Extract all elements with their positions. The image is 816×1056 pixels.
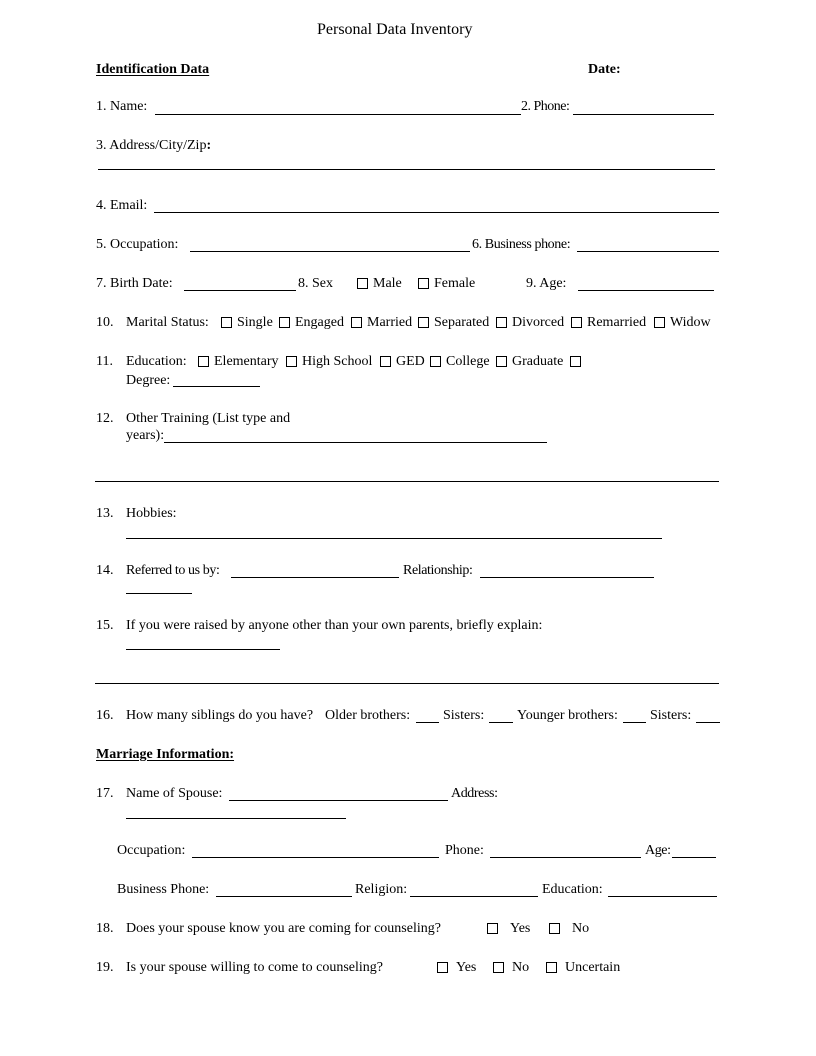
remarried-checkbox[interactable] [571, 317, 582, 328]
address-label: 3. Address/City/Zip: [96, 138, 212, 153]
spouse-knows-yes-label: Yes [510, 921, 531, 936]
separated-checkbox[interactable] [418, 317, 429, 328]
item-number-13: 13. [96, 506, 114, 521]
younger-brothers-field[interactable] [623, 722, 646, 723]
female-checkbox[interactable] [418, 278, 429, 289]
raised-question: If you were raised by anyone other than your own parents, briefly explain: [126, 618, 543, 633]
age-label: 9. Age: [526, 276, 567, 291]
spouse-willing-uncertain-checkbox[interactable] [546, 962, 557, 973]
spouse-knows-no-label: No [572, 921, 590, 936]
ged-checkbox[interactable] [380, 356, 391, 367]
item-number-15: 15. [96, 618, 114, 633]
item-number-14: 14. [96, 563, 114, 578]
engaged-label: Engaged [295, 315, 344, 330]
older-brothers-field[interactable] [416, 722, 439, 723]
spouse-phone-label: Phone: [445, 843, 484, 858]
email-label: 4. Email: [96, 198, 148, 213]
email-field[interactable] [154, 212, 719, 213]
married-checkbox[interactable] [351, 317, 362, 328]
section-heading-marriage: Marriage Information: [96, 747, 235, 762]
referred-label: Referred to us by: [126, 563, 220, 578]
sisters-field-2[interactable] [696, 722, 720, 723]
widow-label: Widow [670, 315, 711, 330]
siblings-question: How many siblings do you have? [126, 708, 314, 723]
single-checkbox[interactable] [221, 317, 232, 328]
item-number-18: 18. [96, 921, 114, 936]
raised-field-extra[interactable] [95, 683, 719, 684]
name-field[interactable] [155, 114, 521, 115]
high-school-label: High School [302, 354, 373, 369]
widow-checkbox[interactable] [654, 317, 665, 328]
occupation-field[interactable] [190, 251, 470, 252]
birth-date-label: 7. Birth Date: [96, 276, 173, 291]
younger-brothers-label: Younger brothers: [517, 708, 618, 723]
relationship-label: Relationship: [403, 563, 473, 578]
spouse-knows-question: Does your spouse know you are coming for counseling? [126, 921, 441, 936]
sisters-label-2: Sisters: [650, 708, 692, 723]
high-school-checkbox[interactable] [286, 356, 297, 367]
training-label-line1: Other Training (List type and [126, 411, 291, 426]
degree-field[interactable] [173, 386, 260, 387]
college-checkbox[interactable] [430, 356, 441, 367]
age-field[interactable] [578, 290, 714, 291]
spouse-knows-no-checkbox[interactable] [549, 923, 560, 934]
remarried-label: Remarried [587, 315, 647, 330]
sisters-label-1: Sisters: [443, 708, 485, 723]
spouse-willing-no-checkbox[interactable] [493, 962, 504, 973]
single-label: Single [237, 315, 273, 330]
sisters-field-1[interactable] [489, 722, 513, 723]
married-label: Married [367, 315, 413, 330]
spouse-occupation-label: Occupation: [117, 843, 186, 858]
divorced-label: Divorced [512, 315, 565, 330]
spouse-occupation-field[interactable] [192, 857, 439, 858]
item-number-17: 17. [96, 786, 114, 801]
spouse-willing-yes-checkbox[interactable] [437, 962, 448, 973]
spouse-education-field[interactable] [608, 896, 717, 897]
male-label: Male [373, 276, 402, 291]
sex-label: 8. Sex [298, 276, 333, 291]
relationship-field[interactable] [480, 577, 654, 578]
item-number-19: 19. [96, 960, 114, 975]
spouse-knows-yes-checkbox[interactable] [487, 923, 498, 934]
spouse-phone-field[interactable] [490, 857, 641, 858]
phone-field[interactable] [573, 114, 714, 115]
male-checkbox[interactable] [357, 278, 368, 289]
older-brothers-label: Older brothers: [325, 708, 411, 723]
date-label: Date: [588, 62, 621, 77]
spouse-name-field[interactable] [229, 800, 448, 801]
spouse-business-phone-field[interactable] [216, 896, 352, 897]
business-phone-field[interactable] [577, 251, 719, 252]
elementary-label: Elementary [214, 354, 279, 369]
graduate-label: Graduate [512, 354, 564, 369]
hobbies-label: Hobbies: [126, 506, 177, 521]
name-label: 1. Name: [96, 99, 148, 114]
graduate-checkbox[interactable] [496, 356, 507, 367]
marital-status-label: Marital Status: [126, 315, 209, 330]
spouse-religion-label: Religion: [355, 882, 408, 897]
spouse-willing-yes-label: Yes [456, 960, 477, 975]
business-phone-label: 6. Business phone: [472, 237, 571, 252]
relationship-field-extra[interactable] [126, 593, 192, 594]
spouse-willing-no-label: No [512, 960, 530, 975]
training-label-line2: years): [126, 428, 165, 443]
hobbies-field[interactable] [126, 538, 662, 539]
training-field-extra[interactable] [95, 481, 719, 482]
spouse-willing-question: Is your spouse willing to come to counseling? [126, 960, 384, 975]
spouse-business-phone-label: Business Phone: [117, 882, 210, 897]
referred-field[interactable] [231, 577, 399, 578]
divorced-checkbox[interactable] [496, 317, 507, 328]
item-number-12: 12. [96, 411, 114, 426]
college-label: College [446, 354, 490, 369]
female-label: Female [434, 276, 476, 291]
elementary-checkbox[interactable] [198, 356, 209, 367]
spouse-address-field[interactable] [126, 818, 346, 819]
phone-label: 2. Phone: [521, 99, 570, 114]
training-field[interactable] [164, 442, 547, 443]
degree-label: Degree: [126, 373, 171, 388]
page-title: Personal Data Inventory [317, 21, 473, 38]
item-number-16: 16. [96, 708, 114, 723]
section-heading-identification: Identification Data [96, 62, 210, 77]
spouse-age-field[interactable] [672, 857, 716, 858]
item-number-10: 10. [96, 315, 114, 330]
separated-label: Separated [434, 315, 490, 330]
spouse-age-label: Age: [645, 843, 671, 858]
occupation-label: 5. Occupation: [96, 237, 179, 252]
spouse-willing-uncertain-label: Uncertain [565, 960, 621, 975]
education-label: Education: [126, 354, 187, 369]
spouse-education-label: Education: [542, 882, 603, 897]
spouse-name-label: Name of Spouse: [126, 786, 223, 801]
ged-label: GED [396, 354, 425, 369]
address-field[interactable] [98, 169, 715, 170]
spouse-address-label: Address: [451, 786, 498, 801]
spouse-religion-field[interactable] [410, 896, 538, 897]
engaged-checkbox[interactable] [279, 317, 290, 328]
birth-date-field[interactable] [184, 290, 296, 291]
item-number-11: 11. [96, 354, 113, 369]
raised-field[interactable] [126, 649, 280, 650]
degree-checkbox[interactable] [570, 356, 581, 367]
